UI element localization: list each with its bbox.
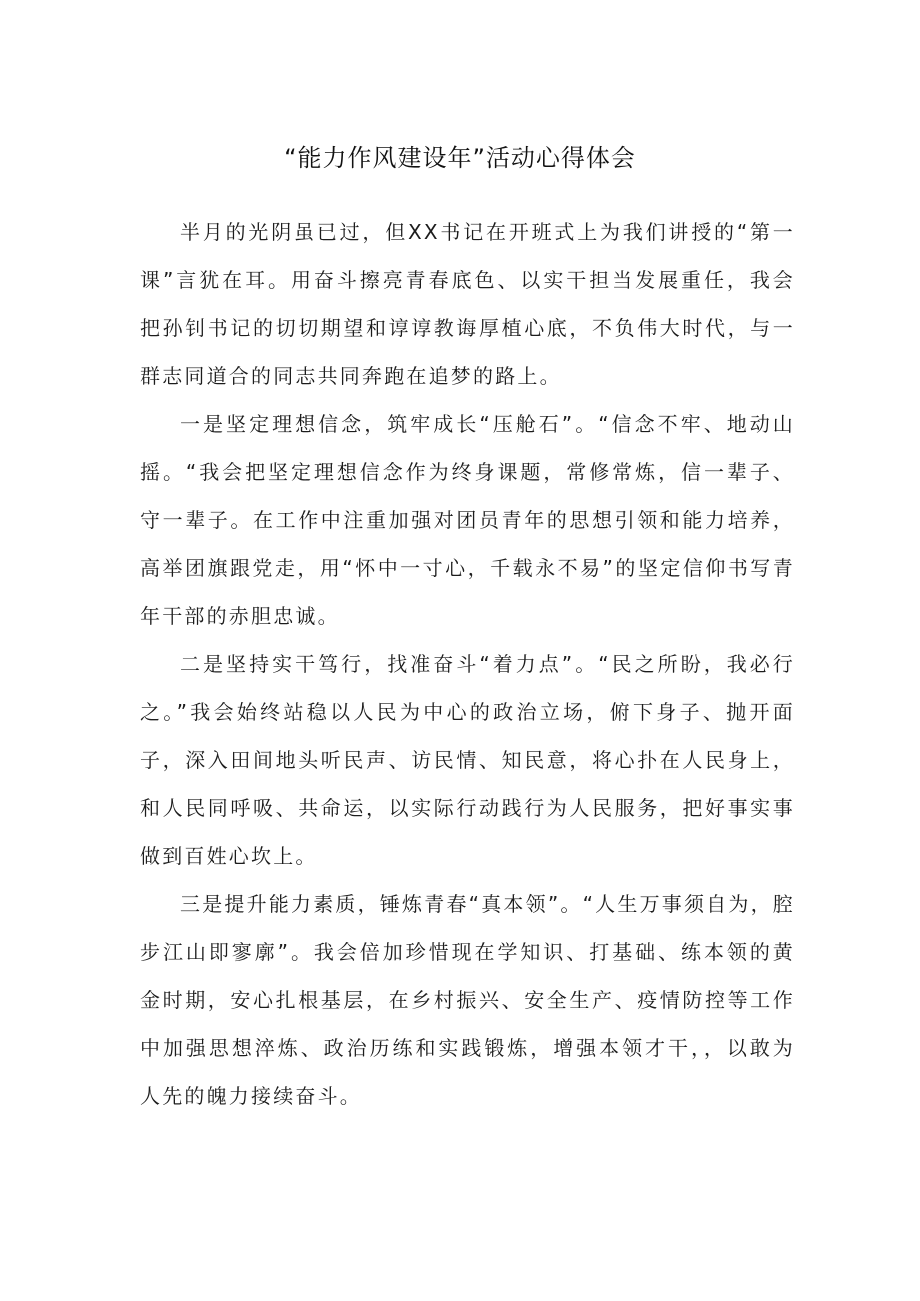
paragraph-point-three: 三是提升能力素质，锤炼青春“真本领”。“人生万事须自为，腔步江山即寥廓”。我会倍加珍惜现在学知识、打基础、练本领的黄金时期，安心扎根基层，在乡村振兴、安全生产、疫情防控等工作中加强思想淬炼、政治历练和实践锻炼，增强本领才干，，以敢为人先的魄力接续奋斗。 (140, 892, 795, 1108)
paragraph-point-two: 二是坚持实干笃行，找准奋斗“着力点”。“民之所盼，我必行之。”我会始终站稳以人民为中心的政治立场，俯下身子、抛开面子，深入田间地头听民声、访民情、知民意，将心扑在人民身上，和人民同呼吸、共命运，以实际行动践行为人民服务，把好事实事做到百姓心坎上。 (140, 652, 795, 868)
paragraph-point-one: 一是坚定理想信念，筑牢成长“压舱石”。“信念不牢、地动山摇。“我会把坚定理想信念作为终身课题，常修常炼，信一辈子、守一辈子。在工作中注重加强对团员青年的思想引领和能力培养，高举团旗跟党走，用“怀中一寸心，千载永不易”的坚定信仰书写青年干部的赤胆忠诚。 (140, 412, 795, 628)
paragraph-intro: 半月的光阴虽已过，但XX书记在开班式上为我们讲授的“第一课”言犹在耳。用奋斗擦亮青春底色、以实干担当发展重任，我会把孙钊书记的切切期望和谆谆教诲厚植心底，不负伟大时代，与一群志同道合的同志共同奔跑在追梦的路上。 (140, 220, 795, 388)
document-body (140, 208, 795, 1120)
document-title: “能力作风建设年”活动心得体会 (284, 144, 636, 172)
